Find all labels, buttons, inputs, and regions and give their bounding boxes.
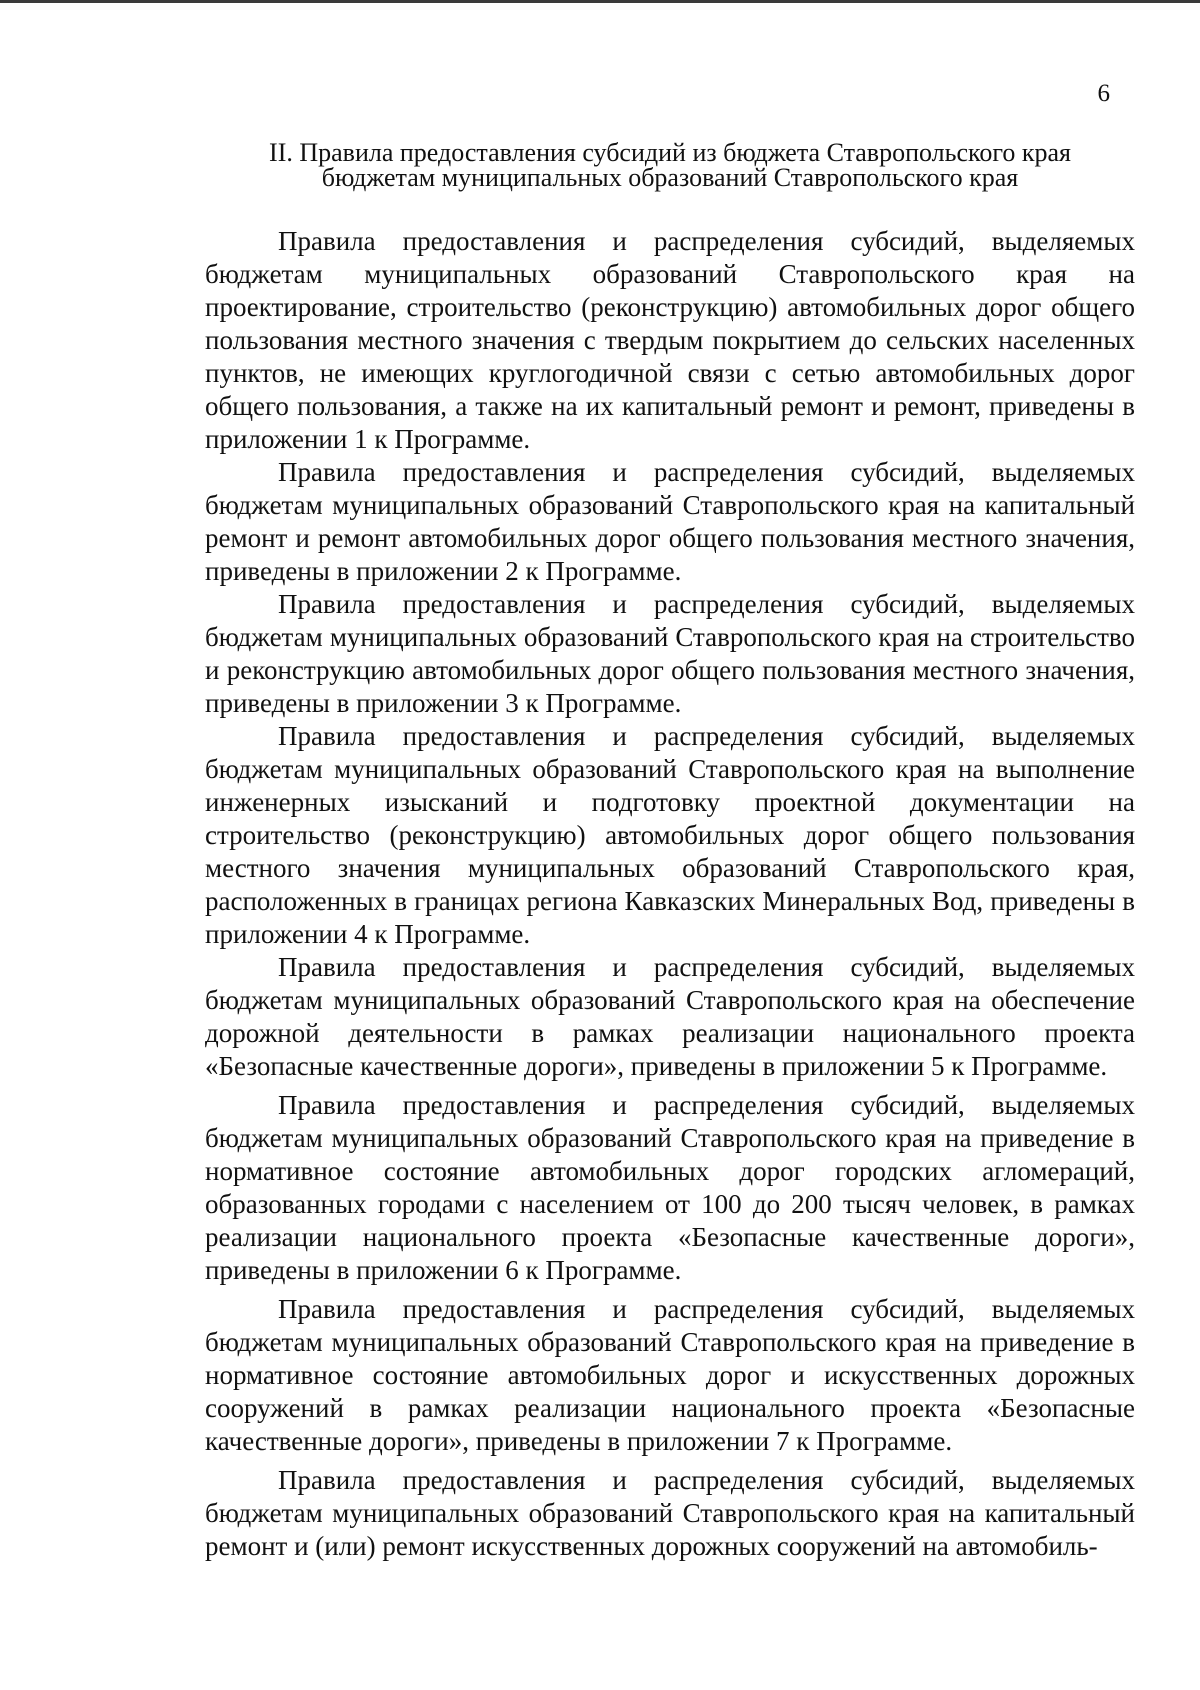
section-heading	[205, 140, 1135, 190]
paragraph-7: Правила предоставления и распределения субсидий, выделяемых бюджетам муниципальных образований Ставропольского края на приведение в нормативное состояние автомобильных дорог и искусственных дорожных сооружений в рамках реализации национального проекта «Безопасные качественные дороги», приведены в приложении 7 к Программе.	[205, 1294, 1135, 1456]
document-body	[205, 225, 1135, 1563]
section-heading-line-2: бюджетам муниципальных образований Ставропольского края	[321, 163, 1019, 192]
section-heading-line-1: II. Правила предоставления субсидий из бюджета Ставропольского края	[269, 138, 1071, 167]
paragraph-3: Правила предоставления и распределения субсидий, выделяемых бюджетам муниципальных образований Ставропольского края на строительство и реконструкцию автомобильных дорог общего пользования местного значения, приведены в приложении 3 к Программе.	[205, 589, 1135, 718]
scan-top-edge	[0, 0, 1200, 3]
paragraph-5: Правила предоставления и распределения субсидий, выделяемых бюджетам муниципальных образований Ставропольского края на обеспечение дорожной деятельности в рамках реализации национального проекта «Безопасные качественные дороги», приведены в приложении 5 к Программе.	[205, 952, 1135, 1081]
paragraph-8: Правила предоставления и распределения субсидий, выделяемых бюджетам муниципальных образований Ставропольского края на капитальный ремонт и (или) ремонт искусственных дорожных сооружений на автомобиль-	[205, 1465, 1135, 1561]
paragraph-4: Правила предоставления и распределения субсидий, выделяемых бюджетам муниципальных образований Ставропольского края на выполнение инженерных изысканий и подготовку проектной документации на строительство (реконструкцию) автомобильных дорог общего пользования местного значения муниципальных образований Ставропольского края, расположенных в границах региона Кавказских Минеральных Вод, приведены в приложении 4 к Программе.	[205, 721, 1135, 949]
paragraph-1: Правила предоставления и распределения субсидий, выделяемых бюджетам муниципальных образований Ставропольского края на проектирование, строительство (реконструкцию) автомобильных дорог общего пользования местного значения с твердым покрытием до сельских населенных пунктов, не имеющих круглогодичной связи с сетью автомобильных дорог общего пользования, а также на их капитальный ремонт и ремонт, приведены в приложении 1 к Программе.	[205, 226, 1135, 454]
page-number: 6	[1097, 80, 1110, 107]
paragraph-2: Правила предоставления и распределения субсидий, выделяемых бюджетам муниципальных образований Ставропольского края на капитальный ремонт и ремонт автомобильных дорог общего пользования местного значения, приведены в приложении 2 к Программе.	[205, 457, 1135, 586]
paragraph-6: Правила предоставления и распределения субсидий, выделяемых бюджетам муниципальных образований Ставропольского края на приведение в нормативное состояние автомобильных дорог городских агломераций, образованных городами с населением от 100 до 200 тысяч человек, в рамках реализации национального проекта «Безопасные качественные дороги», приведены в приложении 6 к Программе.	[205, 1090, 1135, 1285]
